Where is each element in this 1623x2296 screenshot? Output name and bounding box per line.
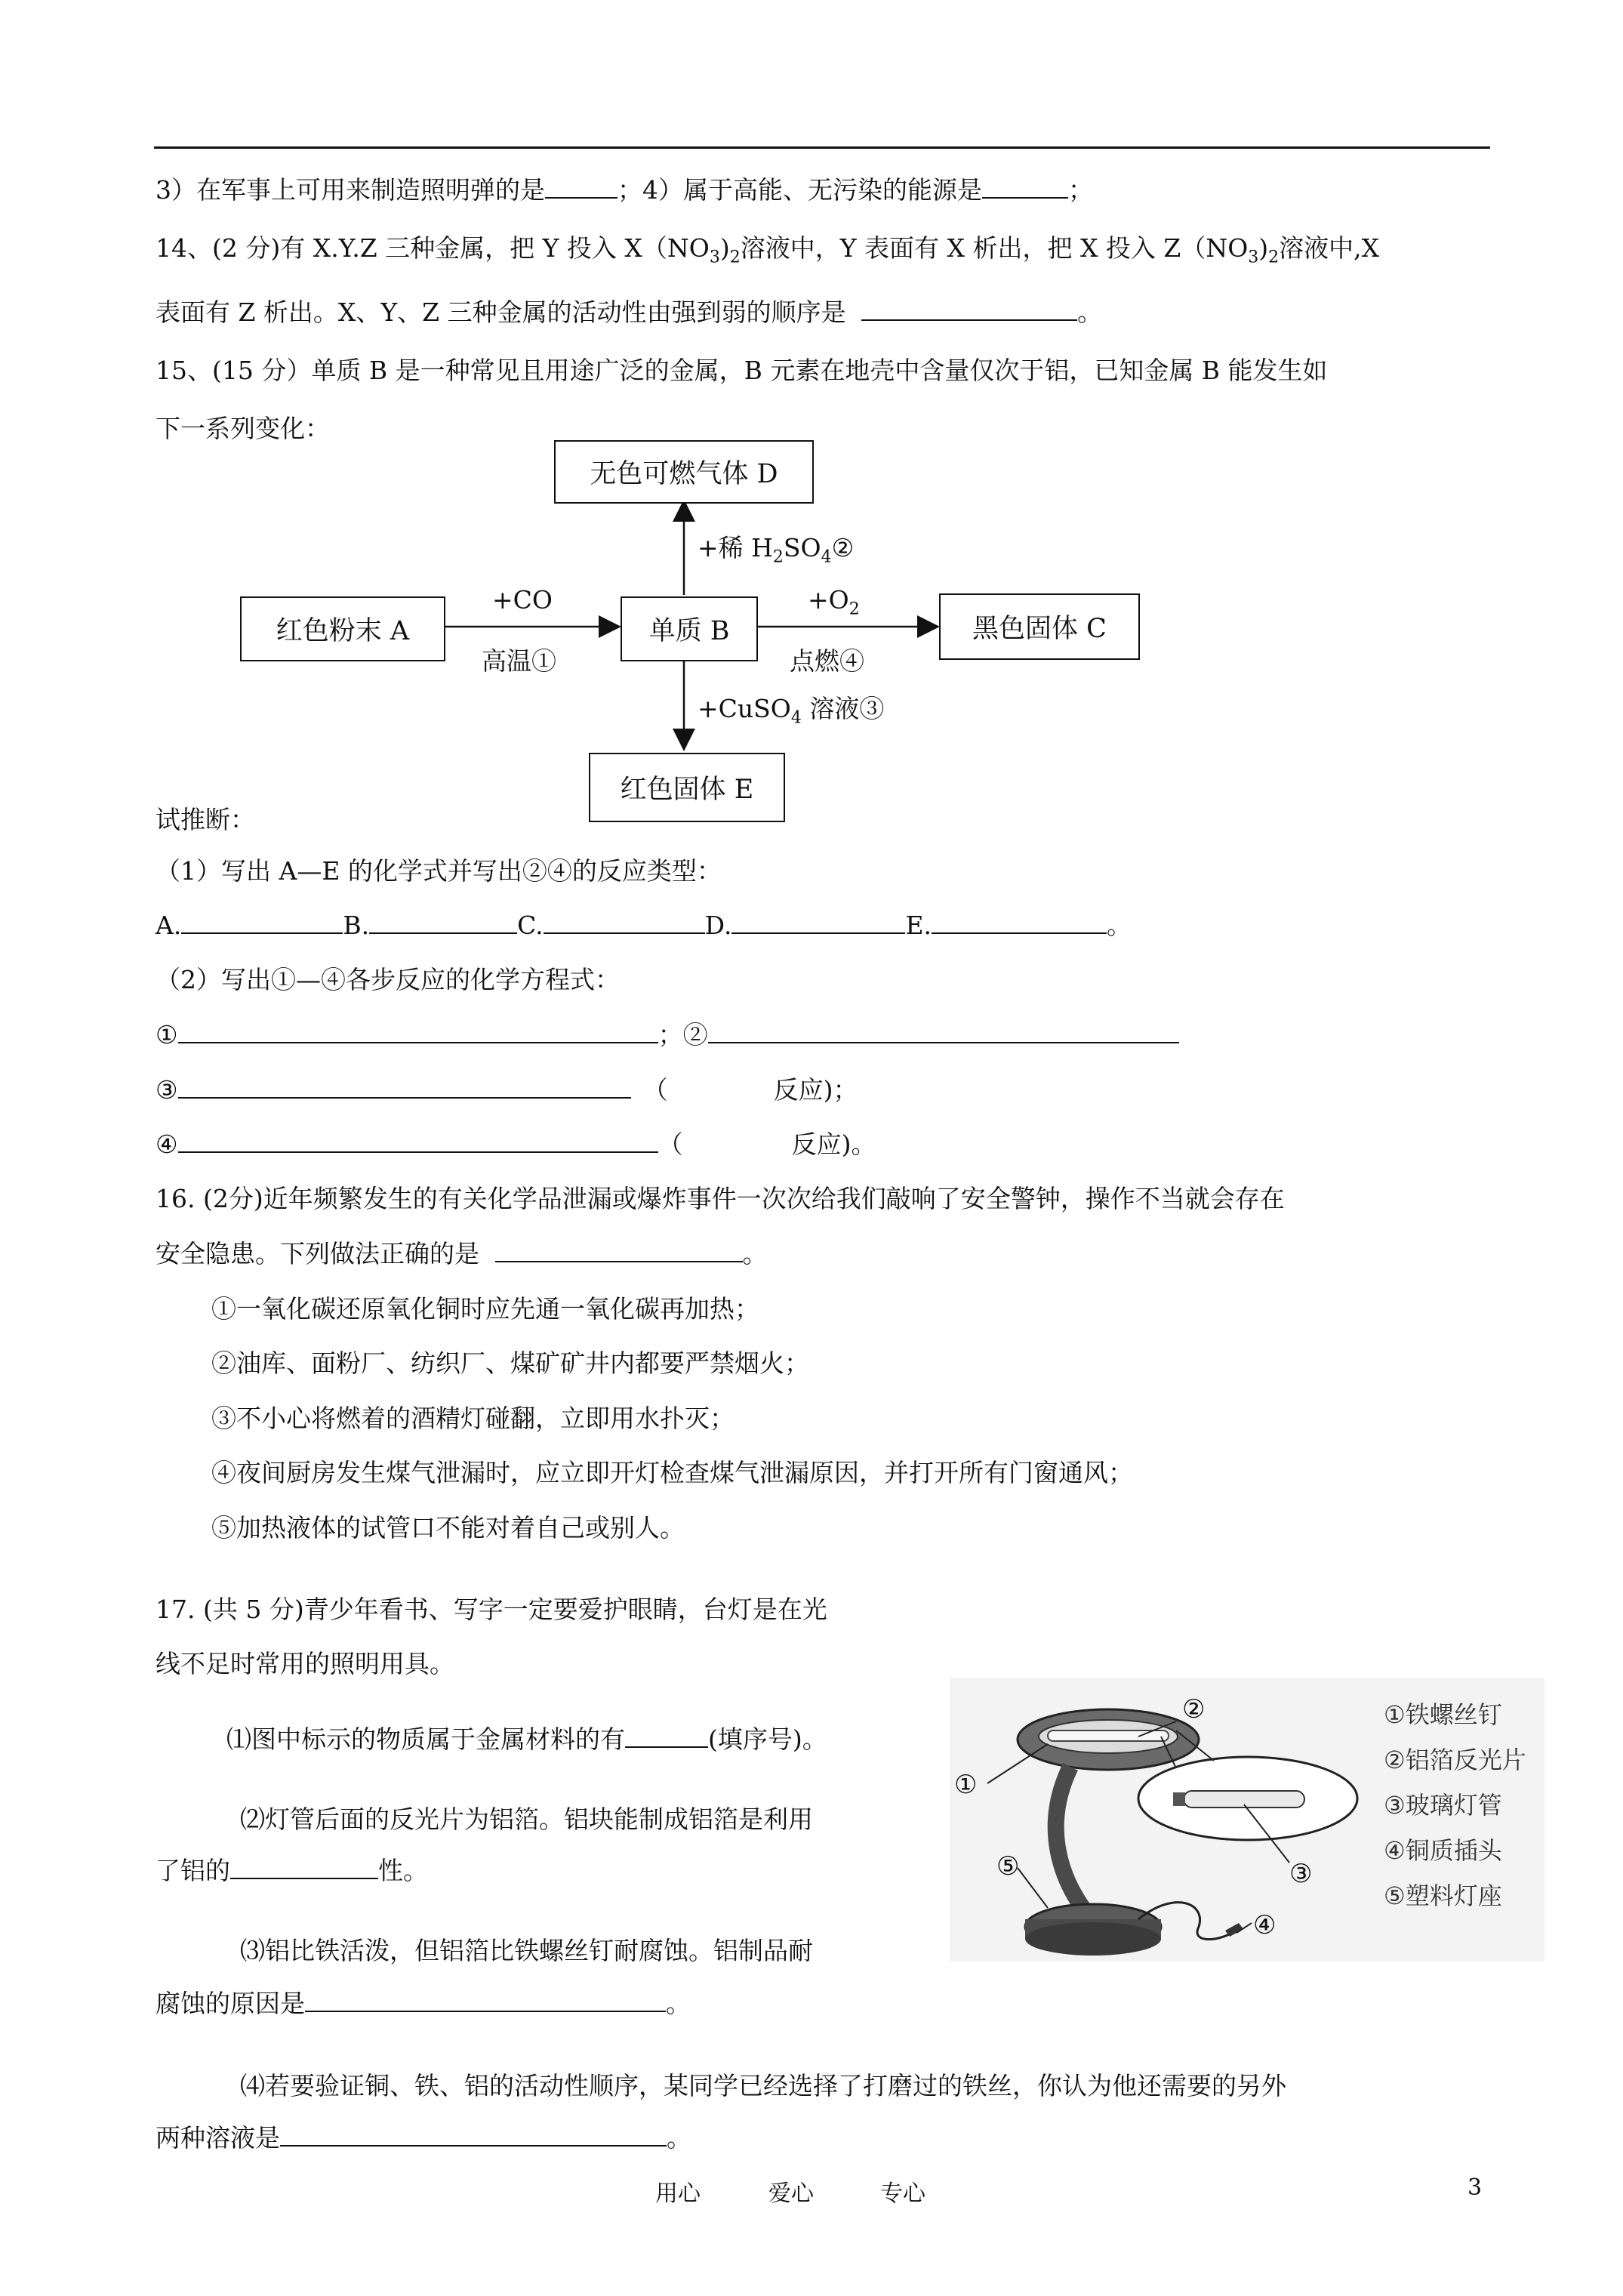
q17-s2-line1: ⑵灯管后面的反光片为铝箔。铝块能制成铝箔是利用 [240,1804,813,1834]
q14-text-line2: 表面有 Z 析出。X、Y、Z 三种金属的活动性由强到弱的顺序是 [156,297,846,327]
box-red-solid-e: 红色固体 E [589,753,785,822]
box-black-solid-c: 黑色固体 C [939,593,1140,660]
label-plus-co: +CO [492,585,553,615]
q16-item-3: ③不小心将燃着的酒精灯碰翻，立即用水扑灭； [211,1404,735,1433]
label-cuso4-pre: +CuSO [698,694,791,723]
label-h2so4-post: ② [831,533,855,562]
label-o2-sub: 2 [848,599,860,619]
q14-text-b: 溶液中，Y 表面有 X 析出，把 X 投入 Z（NO [740,233,1249,263]
label-c: C. [517,911,544,940]
q16-item-5: ⑤加热液体的试管口不能对着自己或别人。 [211,1513,685,1542]
page-number: 3 [1467,2174,1483,2201]
q17-s2-pre: 了铝的 [156,1856,230,1885]
q17-s4-line1: ⑷若要验证铜、铁、铝的活动性顺序，某同学已经选择了打磨过的铁丝，你认为他还需要的另外 [240,2071,1286,2100]
lamp-base-bottom [1025,1922,1161,1955]
q17-s3-blank[interactable] [305,1988,666,2012]
q17-s4-pre: 两种溶液是 [156,2123,280,2153]
legend-iron-screw: ①铁螺丝钉 [1384,1700,1502,1729]
q17-s3-line2 [156,1984,691,2020]
eq2-blank[interactable] [708,1019,1179,1043]
blank-c[interactable] [544,910,705,934]
eq4-marker: ④ [156,1130,178,1159]
blank-e[interactable] [932,910,1107,934]
q17-s3-line1: ⑶铝比铁活泼，但铝箔比铁螺丝钉耐腐蚀。铝制品耐 [240,1936,813,1965]
q13-part3-text: 3）在军事上可用来制造照明弹的是 [156,175,545,205]
q14-sub-a2: 3 [1248,248,1259,267]
q16-item-2: ②油库、面粉厂、纺织厂、煤矿矿井内都要严禁烟火； [211,1348,809,1378]
label-cuso4-sub: 4 [790,708,802,728]
label-o2-pre: +O [808,585,849,615]
label-plus-o2 [808,585,860,619]
label-dilute-h2so4 [698,529,854,567]
label-ignite: 点燃④ [790,646,864,676]
q14-paren-a: ) [719,233,730,263]
q15-part1: （1）写出 A—E 的化学式并写出②④的反应类型： [156,856,722,886]
eq3-blank[interactable] [178,1074,631,1099]
leader-5 [1018,1868,1048,1908]
q16-line1: 16. (2分)近年频繁发生的有关化学品泄漏或爆炸事件一次次给我们敲响了安全警钟，操作不当就会存在 [156,1184,1285,1213]
label-end: 。 [1107,911,1132,940]
blank-d[interactable] [731,910,905,934]
box-element-b: 单质 B [621,596,758,661]
leader-1 [987,1744,1048,1783]
eq-line-1-2 [156,1015,1179,1051]
q14-end: 。 [1077,297,1103,327]
q17-s3-pre: 腐蚀的原因是 [156,1989,305,2018]
q14-paren-b: ) [1258,233,1269,263]
q15-line2: 下一系列变化： [156,414,330,443]
marker-3: ③ [1289,1859,1313,1889]
q17-s2-line2 [156,1851,428,1887]
eq4-blank[interactable] [178,1129,658,1153]
label-h2so4-sub2: 4 [821,547,832,567]
label-a: A. [156,911,182,940]
q17-s2-post: 性。 [378,1856,428,1885]
q17-s1-end: (填序号)。 [708,1724,827,1754]
marker-5: ⑤ [996,1851,1020,1881]
eq3-paren: （ [642,1075,668,1105]
q16-end: 。 [742,1239,768,1268]
q17-s1-blank[interactable] [625,1724,708,1748]
eq-line-3 [156,1071,858,1106]
q15-part2: （2）写出①—④各步反应的化学方程式： [156,965,620,994]
eq3-marker: ③ [156,1075,178,1105]
box-red-powder-a: 红色粉末 A [240,596,445,661]
box-colorless-gas-d: 无色可燃气体 D [554,440,814,504]
label-high-temp: 高温① [482,646,556,676]
q17-s4-line2 [156,2119,691,2154]
eq1-blank[interactable] [178,1019,658,1043]
q17-s1 [226,1720,827,1755]
q13-end: ； [1068,175,1093,205]
eq4-reaction: 反应)。 [791,1130,876,1159]
blank-b[interactable] [369,910,517,934]
lamp-neck [1056,1767,1086,1912]
label-e: E. [905,911,932,940]
label-cuso4-post: 溶液③ [801,694,885,723]
eq4-paren: （ [658,1130,683,1159]
marker-4: ④ [1253,1910,1277,1940]
q17-line2: 线不足时常用的照明用具。 [156,1649,454,1678]
legend-glass-tube: ③玻璃灯管 [1384,1791,1502,1820]
marker-2: ② [1182,1694,1206,1724]
q17-s3-post: 。 [666,1989,691,2018]
q16-answer-blank[interactable] [495,1238,743,1262]
footer-text-2: 爱心 [768,2180,814,2207]
legend-aluminum-foil: ②铝箔反光片 [1384,1746,1526,1774]
q16-item-1: ①一氧化碳还原氧化铜时应先通一氧化碳再加热； [211,1294,759,1324]
q17-s1-text: ⑴图中标示的物质属于金属材料的有 [226,1724,625,1754]
q14-sub-a: 3 [709,248,720,267]
q14-text-c: 溶液中,X [1279,233,1380,263]
label-h2so4-mid: SO [783,533,821,562]
q14-text-a: 14、(2 分)有 X.Y.Z 三种金属，把 Y 投入 X（NO [156,233,710,263]
label-d: D. [704,911,732,940]
label-h2so4-sub1: 2 [772,547,784,567]
q16-line2 [156,1234,768,1270]
q17-s2-blank[interactable] [230,1855,378,1879]
eq1-marker: ① [156,1020,178,1049]
q13-part4-text: ；4）属于高能、无污染的能源是 [617,175,982,205]
footer-text-3: 专心 [880,2180,925,2207]
q17-s4-post: 。 [667,2123,691,2153]
blank-a[interactable] [181,910,343,934]
q15-line1: 15、(15 分）单质 B 是一种常见且用途广泛的金属，B 元素在地壳中含量仅次于铝，已知金属 B 能发生如 [156,356,1328,385]
q14-sub-c2: 2 [1268,248,1280,267]
label-b: B. [343,911,370,940]
q17-line1: 17. (共 5 分)青少年看书、写字一定要爱护眼睛，台灯是在光 [156,1595,827,1624]
q15-infer: 试推断： [156,805,255,834]
footer-text-1: 用心 [655,2180,701,2207]
label-h2so4-pre: +稀 H [698,533,773,562]
label-cuso4-solution [698,689,884,728]
zoomed-tube-cap [1173,1792,1185,1806]
eq3-reaction: 反应)； [773,1075,858,1105]
legend-plastic-base: ⑤塑料灯座 [1384,1881,1502,1910]
legend-copper-plug: ④铜质插头 [1384,1836,1502,1865]
q16-item-4: ④夜间厨房发生煤气泄漏时，应立即开灯检查煤气泄漏原因，并打开所有门窗通风； [211,1458,1133,1487]
marker-1: ① [954,1770,978,1800]
q15-formula-line [156,906,1132,942]
q17-s4-blank[interactable] [280,2122,667,2147]
q16-text-line2: 安全隐患。下列做法正确的是 [156,1239,479,1268]
eq2-marker: ；② [658,1020,708,1049]
q14-sub-c: 2 [729,248,741,267]
eq-line-4 [156,1125,876,1160]
